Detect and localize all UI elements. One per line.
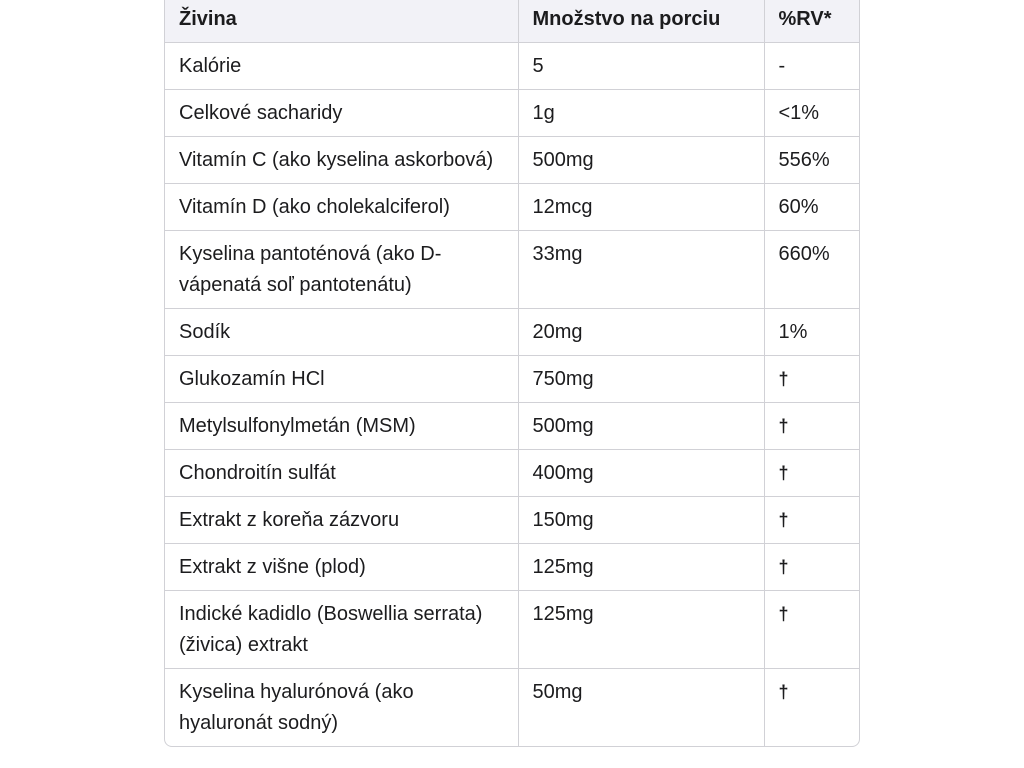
cell-nutrient: Metylsulfonylmetán (MSM): [165, 403, 518, 450]
cell-amount: 50mg: [518, 669, 764, 747]
cell-amount: 750mg: [518, 356, 764, 403]
cell-nutrient: Chondroitín sulfát: [165, 450, 518, 497]
cell-dv: -: [764, 43, 859, 90]
table-row: [165, 591, 859, 669]
cell-amount: 500mg: [518, 137, 764, 184]
cell-dv-dagger: †: [764, 356, 859, 403]
cell-dv-dagger: †: [764, 450, 859, 497]
table-row: [165, 309, 859, 356]
cell-amount: 150mg: [518, 497, 764, 544]
cell-nutrient: Kalórie: [165, 43, 518, 90]
cell-amount: 125mg: [518, 591, 764, 669]
cell-dv-dagger: †: [764, 544, 859, 591]
cell-nutrient: Vitamín C (ako kyselina askorbová): [165, 137, 518, 184]
cell-amount: 33mg: [518, 231, 764, 309]
table-row: [165, 497, 859, 544]
header-dv: %RV*: [764, 0, 859, 43]
cell-dv: 660%: [764, 231, 859, 309]
cell-nutrient: Glukozamín HCl: [165, 356, 518, 403]
table-row: [165, 450, 859, 497]
cell-amount: 5: [518, 43, 764, 90]
cell-amount: 1g: [518, 90, 764, 137]
cell-dv-dagger: †: [764, 591, 859, 669]
cell-nutrient: Vitamín D (ako cholekalciferol): [165, 184, 518, 231]
cell-amount: 400mg: [518, 450, 764, 497]
cell-nutrient: Extrakt z višne (plod): [165, 544, 518, 591]
table-row: [165, 231, 859, 309]
table-row: [165, 90, 859, 137]
nutrition-table-container: [164, 0, 860, 747]
nutrition-table: [165, 0, 859, 746]
cell-nutrient: Kyselina hyalurónová (ako hyaluronát sodný): [165, 669, 518, 747]
cell-nutrient: Celkové sacharidy: [165, 90, 518, 137]
cell-nutrient: Extrakt z koreňa zázvoru: [165, 497, 518, 544]
table-row: [165, 356, 859, 403]
cell-dv: 556%: [764, 137, 859, 184]
header-nutrient: Živina: [165, 0, 518, 43]
cell-dv-dagger: †: [778, 682, 789, 702]
table-row: [165, 137, 859, 184]
table-row: [165, 669, 859, 747]
cell-amount: 20mg: [518, 309, 764, 356]
cell-dv: 60%: [764, 184, 859, 231]
table-row: [165, 544, 859, 591]
cell-nutrient: Indické kadidlo (Boswellia serrata) (živica) extrakt: [165, 591, 518, 669]
cell-nutrient: Sodík: [165, 309, 518, 356]
header-amount: Množstvo na porciu: [518, 0, 764, 43]
cell-amount: 12mcg: [518, 184, 764, 231]
cell-dv: 1%: [764, 309, 859, 356]
cell-amount: 500mg: [518, 403, 764, 450]
cell-nutrient: Kyselina pantoténová (ako D-vápenatá soľ pantotenátu): [165, 231, 518, 309]
table-row: [165, 43, 859, 90]
cell-dv: <1%: [764, 90, 859, 137]
cell-dv-dagger: †: [764, 403, 859, 450]
cell-dv-dagger: †: [764, 497, 859, 544]
table-header-row: [165, 0, 859, 43]
table-row: [165, 184, 859, 231]
cell-amount: 125mg: [518, 544, 764, 591]
table-row: [165, 403, 859, 450]
